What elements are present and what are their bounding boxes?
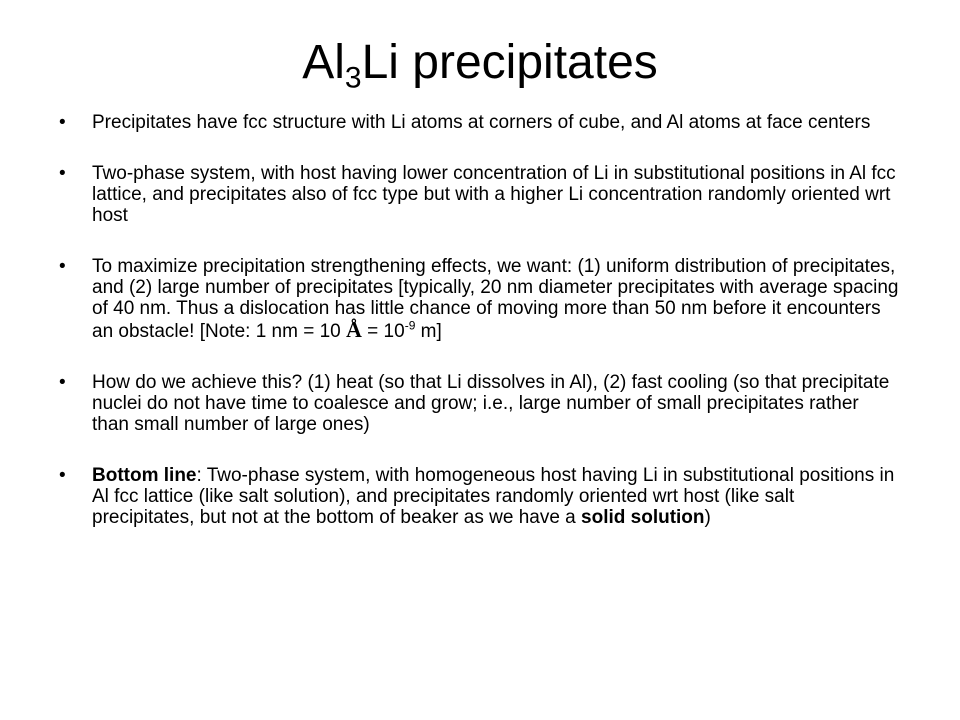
bullet-item-two-phase: [59, 163, 900, 226]
bullet-item-achieve: [59, 372, 900, 435]
bullet-dot-icon: •: [59, 112, 66, 133]
bullet-item-fcc-structure: [59, 112, 900, 133]
bullet-text: Two-phase system, with host having lower concentration of Li in substitutional positions in Al fcc lattice, and precipitates also of fcc type but with a higher Li concentration randomly oriented wrt host: [92, 163, 896, 226]
bullet-dot-icon: •: [59, 372, 66, 393]
bullet-dot-icon: •: [59, 256, 66, 277]
bullet-list: [59, 112, 900, 558]
bullet-text-end: ): [704, 507, 711, 528]
exponent: -9: [404, 318, 416, 333]
title-subscript: 3: [344, 61, 362, 95]
bullet-text: Precipitates have fcc structure with Li atoms at corners of cube, and Al atoms at face centers: [92, 112, 871, 133]
title-prefix: Al: [302, 36, 345, 89]
bullet-text-mid: = 10: [361, 321, 405, 342]
angstrom-symbol: Å: [346, 317, 362, 342]
bottom-line-label: Bottom line: [92, 465, 197, 486]
bullet-item-bottom-line: [59, 465, 900, 528]
bullet-text-after: m]: [415, 321, 442, 342]
solid-solution-term: solid solution: [581, 507, 705, 528]
title-suffix: Li precipitates: [361, 36, 658, 89]
bullet-dot-icon: •: [59, 163, 66, 184]
bullet-text: How do we achieve this? (1) heat (so that Li dissolves in Al), (2) fast cooling (so that precipitate nuclei do not have time to coalesce and grow; i.e., large number of small precipitates rather than small number of large ones): [92, 372, 890, 435]
bullet-text: To maximize precipitation strengthening effects, we want: (1) uniform distribution of precipitates, and (2) large number of precipitates [typically, 20 nm diameter precipitates with average spacing of 40 nm. Thus a dislocation has little chance of moving more than 50 nm before it encounters an obstacle! [Note: 1 nm = 10: [92, 256, 899, 342]
slide-title: [0, 30, 960, 96]
bullet-item-strengthening: [59, 256, 900, 342]
bullet-text: : Two-phase system, with homogeneous host having Li in substitutional positions in Al fcc lattice (like salt solution), and precipitates randomly oriented wrt host (like salt precipitates, but not at the bottom of beaker as we have a: [92, 465, 895, 528]
bullet-dot-icon: •: [59, 465, 66, 486]
